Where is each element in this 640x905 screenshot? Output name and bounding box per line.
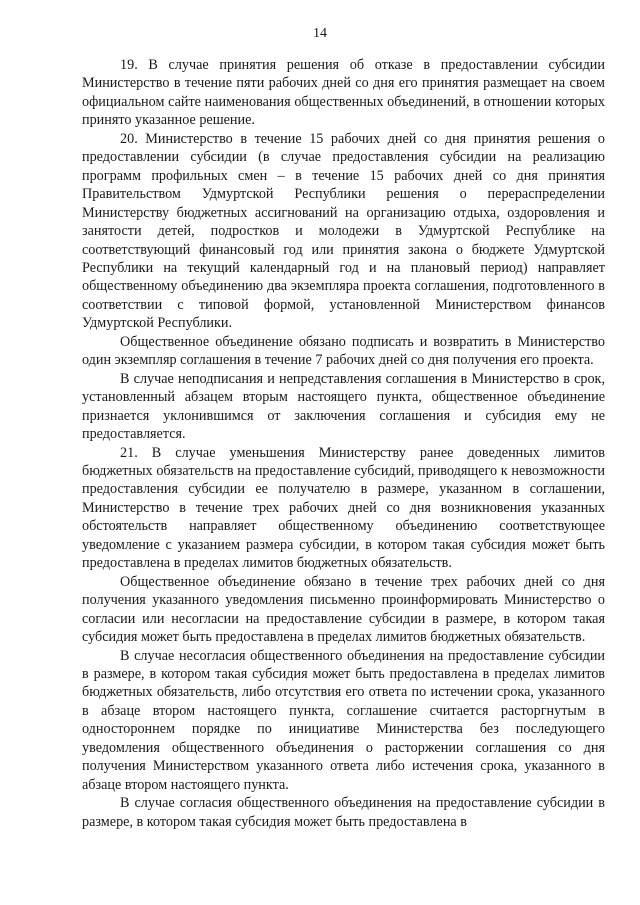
paragraph-21: 21. В случае уменьшения Министерству ранее доведенных лимитов бюджетных обязательств на предоставление субсидий, приводящего к невозможности предоставления субсидии ее получателю в размере, указанном в соглашении, Министерство в течение трех рабочих дней со дня возникновения указанных обстоятельств направляет общественному объединению соответствующее уведомление с указанием размера субсидии, в котором такая субсидия может быть предоставлена в пределах лимитов бюджетных обязательств. [82,444,605,572]
paragraph-19: 19. В случае принятия решения об отказе в предоставлении субсидии Министерство в течение пяти рабочих дней со дня его принятия размещает на своем официальном сайте наименования общественных объединений, в отношении которых принято указанное решение. [82,57,605,129]
paragraph-21-agreement: В случае согласия общественного объединения на предоставление субсидии в размере, в котором такая субсидия может быть предоставлена в [82,795,605,830]
document-body [82,56,605,831]
paragraph-21-notification-duty: Общественное объединение обязано в течение трех рабочих дней со дня получения указанного уведомления письменно проинформировать Министерство о согласии или несогласии на предоставление субсидии в размере, в котором такая субсидия может быть предоставлена в пределах лимитов бюджетных обязательств. [82,573,605,646]
page-number: 14 [313,26,327,41]
paragraph-21-disagreement: В случае несогласия общественного объединения на предоставление субсидии в размере, в котором такая субсидия может быть предоставлена в пределах лимитов бюджетных обязательств, либо отсутствия его ответа по истечении срока, указанного в абзаце втором настоящего пункта, соглашение считается расторгнутым в одностороннем порядке по инициативе Министерства без последующего уведомления общественного объединения о расторжении соглашения со дня получения Министерством указанного ответа либо истечения срока, указанного в абзаце втором настоящего пункта. [82,647,605,793]
paragraph-20-sign-obligation: Общественное объединение обязано подписать и возвратить в Министерство один экземпляр соглашения в течение 7 рабочих дней со дня получения его проекта. [82,333,605,369]
paragraph-20: 20. Министерство в течение 15 рабочих дней со дня принятия решения о предоставлении субсидии (в случае предоставления субсидии на реализацию программ профильных смен – в течение 15 рабочих дней со дня принятия Правительством Удмуртской Республики решения о перераспределении Министерству бюджетных ассигнований на организацию отдыха, оздоровления и занятости детей, подростков и молодежи в Удмуртской Республике на соответствующий финансовый год или принятия закона о бюджете Удмуртской Республики на текущий календарный год и на плановый период) направляет общественному объединению два экземпляра проекта соглашения, подготовленного в соответствии с типовой формой, установленной Министерством финансов Удмуртской Республики. [82,130,605,332]
paragraph-20-non-signing: В случае неподписания и непредставления соглашения в Министерство в срок, установленный абзацем вторым настоящего пункта, общественное объединение признается уклонившимся от заключения соглашения и субсидия ему не предоставляется. [82,370,605,443]
